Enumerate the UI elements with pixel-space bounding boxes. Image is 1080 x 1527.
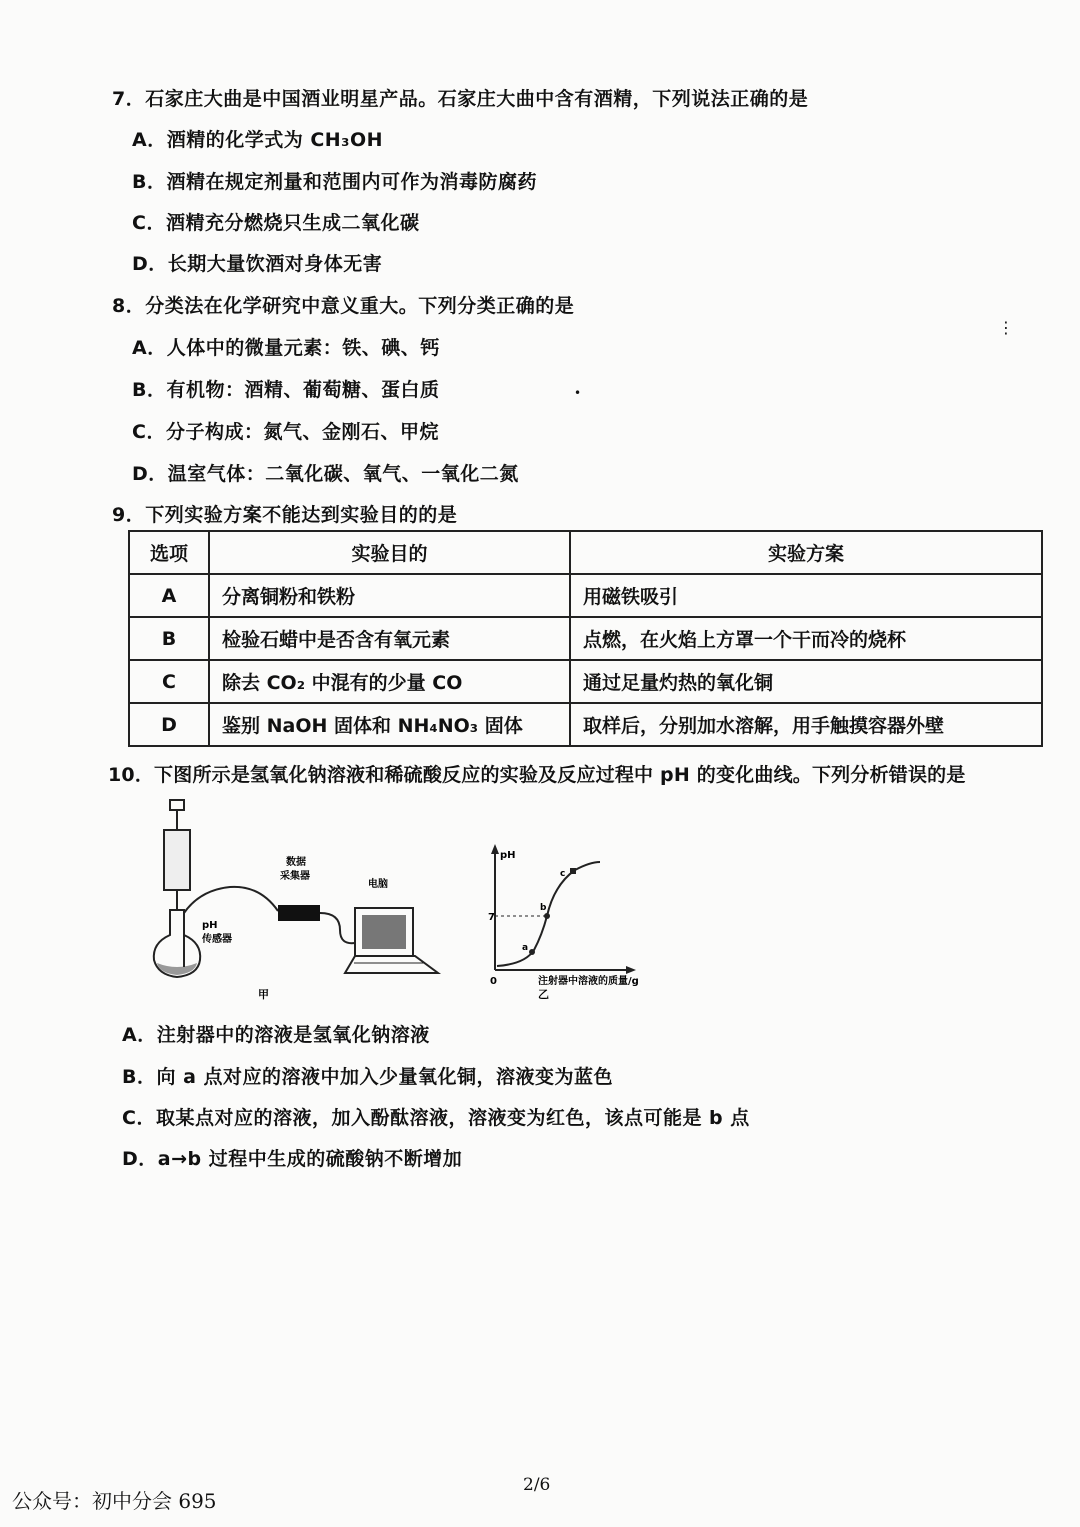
plunger-cap (170, 800, 184, 810)
point-b (544, 913, 550, 919)
q7-option-c: C．酒精充分燃烧只生成二氧化碳 (132, 212, 420, 234)
q8-option-c: C．分子构成：氮气、金刚石、甲烷 (132, 421, 439, 443)
collector-label-2: 采集器 (280, 871, 310, 882)
q10-option-d: D．a→b 过程中生成的硫酸钠不断增加 (122, 1148, 463, 1170)
table-row (129, 617, 1042, 660)
table-cell: 除去 CO₂ 中混有的少量 CO (209, 660, 570, 703)
sensor-label-2: 传感器 (202, 934, 232, 945)
footer-watermark: 公众号：初中分会 695 (12, 1489, 217, 1513)
point-c-label: c (560, 869, 566, 879)
q8-stem: 8．分类法在化学研究中意义重大。下列分类正确的是 (112, 295, 575, 317)
sensor-cable (184, 887, 278, 913)
q9-stem: 9．下列实验方案不能达到实验目的的是 (112, 504, 458, 526)
table-header: 实验方案 (570, 531, 1042, 574)
x-axis-label: 注射器中溶液的质量/g (538, 976, 639, 987)
table-row (129, 703, 1042, 746)
table-cell: A (129, 574, 209, 617)
q7-stem: 7．石家庄大曲是中国酒业明星产品。石家庄大曲中含有酒精，下列说法正确的是 (112, 88, 809, 110)
figure-jia-label: 甲 (258, 988, 269, 1001)
q10-option-c: C．取某点对应的溶液，加入酚酞溶液，溶液变为红色，该点可能是 b 点 (122, 1107, 750, 1129)
q8-option-d: D．温室气体：二氧化碳、氧气、一氧化二氮 (132, 463, 519, 485)
table-cell: 通过足量灼热的氧化铜 (570, 660, 1042, 703)
q7-option-b: B．酒精在规定剂量和范围内可作为消毒防腐药 (132, 171, 537, 193)
origin-label: 0 (490, 976, 497, 987)
sensor-label-1: pH (202, 920, 218, 931)
stray-dot: • (574, 386, 582, 400)
table-cell: B (129, 617, 209, 660)
ph-curve-figure (480, 840, 680, 1005)
q8-option-b: B．有机物：酒精、葡萄糖、蛋白质 (132, 379, 440, 401)
syringe-barrel (164, 830, 190, 890)
point-c (570, 868, 576, 874)
apparatus-figure (140, 795, 460, 1010)
data-collector (278, 905, 320, 921)
q7-option-d: D．长期大量饮酒对身体无害 (132, 253, 383, 275)
table-row (129, 660, 1042, 703)
q8-option-a: A．人体中的微量元素：铁、碘、钙 (132, 337, 440, 359)
table-header: 选项 (129, 531, 209, 574)
computer-cable (320, 913, 355, 943)
figure-yi-label: 乙 (538, 988, 549, 1001)
stray-mark: ⋮ (998, 318, 1014, 337)
table-cell: 取样后，分别加水溶解，用手触摸容器外壁 (570, 703, 1042, 746)
computer-label: 电脑 (368, 879, 388, 890)
computer-screen (362, 915, 406, 949)
seven-label: 7 (488, 912, 495, 923)
table-cell: 检验石蜡中是否含有氧元素 (209, 617, 570, 660)
table-cell: 用磁铁吸引 (570, 574, 1042, 617)
collector-label-1: 数据 (286, 857, 306, 868)
table-cell: 分离铜粉和铁粉 (209, 574, 570, 617)
point-a (529, 949, 535, 955)
table-header: 实验目的 (209, 531, 570, 574)
q7-option-a: A．酒精的化学式为 CH₃OH (132, 129, 384, 151)
table-cell: 鉴别 NaOH 固体和 NH₄NO₃ 固体 (209, 703, 570, 746)
q10-option-a: A．注射器中的溶液是氢氧化钠溶液 (122, 1024, 430, 1046)
page-number: 2/6 (523, 1475, 551, 1495)
point-b-label: b (540, 903, 547, 913)
q9-table (128, 530, 1043, 747)
q10-stem: 10．下图所示是氢氧化钠溶液和稀硫酸反应的实验及反应过程中 pH 的变化曲线。下列分析错误的是 (108, 764, 966, 786)
table-row (129, 574, 1042, 617)
table-cell: D (129, 703, 209, 746)
table-header-row (129, 531, 1042, 574)
table-cell: 点燃，在火焰上方罩一个干而冷的烧杯 (570, 617, 1042, 660)
table-cell: C (129, 660, 209, 703)
point-a-label: a (522, 943, 529, 953)
q10-option-b: B．向 a 点对应的溶液中加入少量氧化铜，溶液变为蓝色 (122, 1066, 614, 1088)
computer-keyboard (345, 956, 438, 973)
y-axis-label: pH (500, 850, 516, 861)
